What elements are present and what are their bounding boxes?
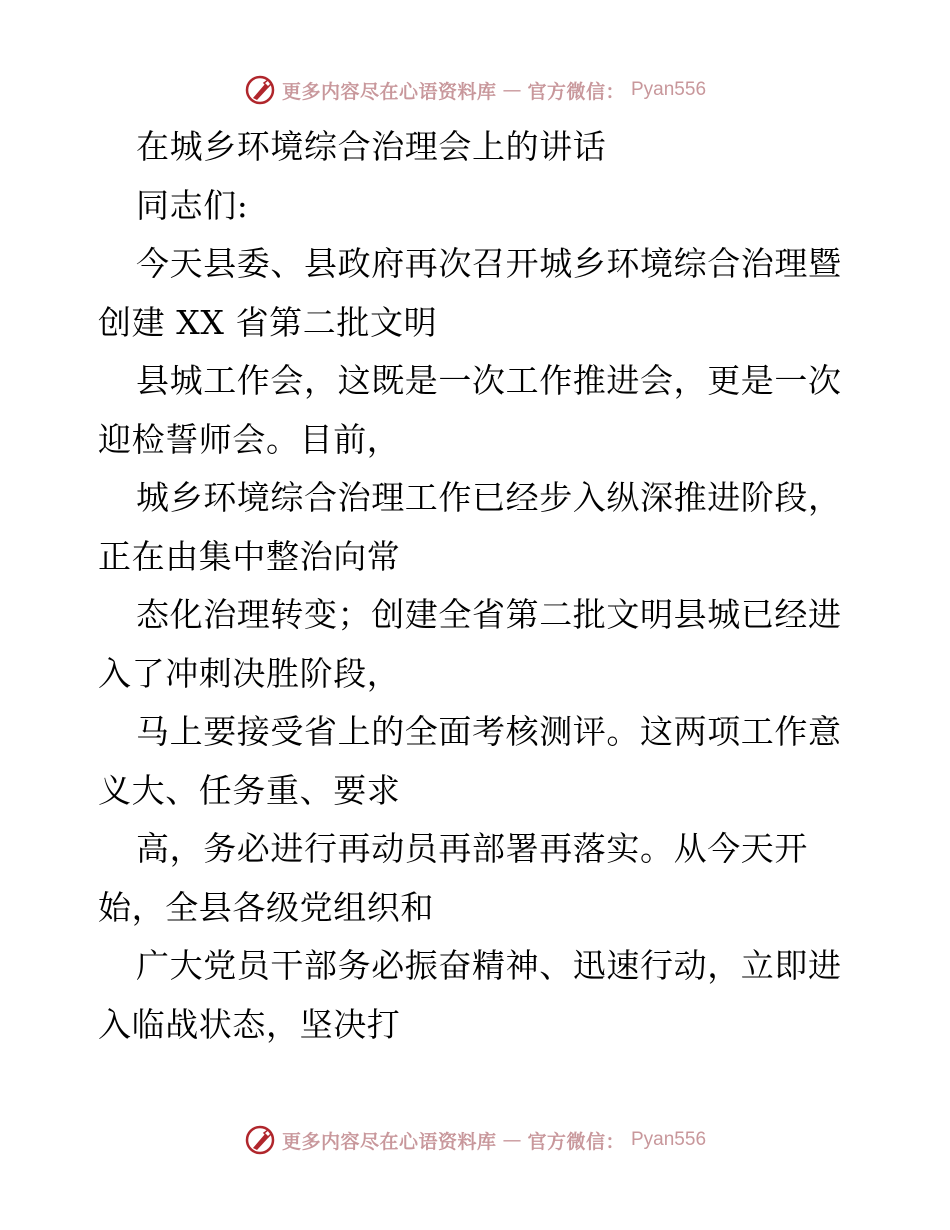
document-title: 在城乡环境综合治理会上的讲话: [136, 127, 607, 166]
watermark-text: 更多内容尽在心语资料库: [281, 80, 497, 103]
watermark-suffix: 官方微信：: [527, 1130, 625, 1153]
header-watermark: [0, 70, 950, 110]
watermark-dash: —: [502, 79, 522, 101]
text-line: 始，全县各级党组织和: [98, 887, 434, 927]
text-line: 入了冲刺决胜阶段，: [98, 653, 401, 693]
watermark-wechat-id: Pyan556: [631, 79, 707, 100]
text-line: 同志们:: [136, 185, 249, 225]
watermark-dash: —: [502, 1129, 522, 1151]
text-line: 广大党员干部务必振奋精神、迅速行动，立即进: [136, 946, 842, 985]
text-line: 创建 XX 省第二批文明: [98, 302, 438, 342]
document-body: [98, 118, 858, 1054]
text-line: 县城工作会，这既是一次工作推进会，更是一次: [136, 361, 842, 400]
pen-logo-icon: [244, 1124, 276, 1156]
text-line: 高，务必进行再动员再部署再落实。从今天开: [136, 829, 808, 868]
pen-logo-icon: [244, 74, 276, 106]
text-line: 入临战状态，坚决打: [98, 1004, 401, 1044]
text-line: 态化治理转变；创建全省第二批文明县城已经进: [136, 595, 842, 634]
text-line: 义大、任务重、要求: [98, 770, 401, 810]
footer-watermark: [0, 1120, 950, 1160]
text-line: 城乡环境综合治理工作已经步入纵深推进阶段，: [136, 478, 842, 517]
text-line: 迎检誓师会。目前，: [98, 419, 401, 459]
watermark-suffix: 官方微信：: [527, 80, 625, 103]
text-line: 正在由集中整治向常: [98, 536, 401, 576]
watermark-wechat-id: Pyan556: [631, 1129, 707, 1150]
text-line: 马上要接受省上的全面考核测评。这两项工作意: [136, 712, 842, 751]
text-line: 今天县委、县政府再次召开城乡环境综合治理暨: [136, 244, 842, 283]
watermark-text: 更多内容尽在心语资料库: [281, 1130, 497, 1153]
